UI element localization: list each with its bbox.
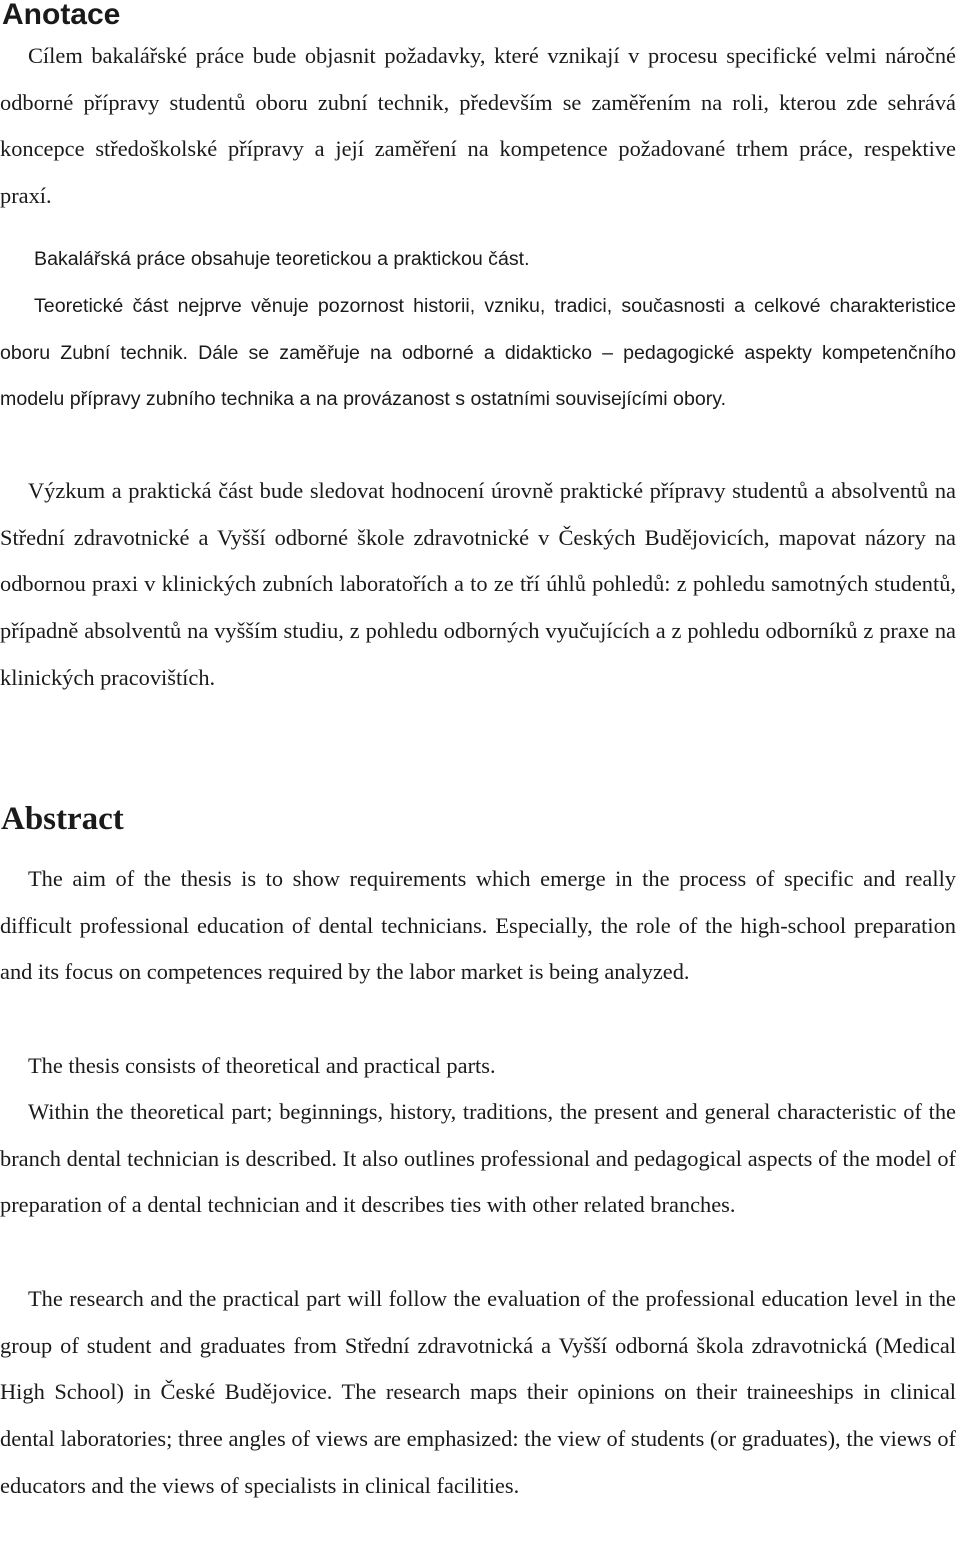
abstract-paragraph-3: Within the theoretical part; beginnings, history, traditions, the present and general characteristic of the branch dental technician is described. It also outlines professional and pedagogical aspects of the model of preparation of a dental technician and it describes ties with other related branches. — [0, 1099, 956, 1218]
anotace-paragraph-4: Výzkum a praktická část bude sledovat hodnocení úrovně praktické přípravy studentů a absolventů na Střední zdravotnické a Vyšší odborné škole zdravotnické v Českých Budějovicích, mapovat názory na odbornou praxi v klinických zubních laboratořích a to ze tří úhlů pohledů: z pohledu samotných studentů, případně absolventů na vyšším studiu, z pohledu odborných vyučujících a z pohledu odborníků z praxe na klinických pracovištích. — [0, 478, 956, 690]
abstract-paragraph-4: The research and the practical part will follow the evaluation of the professional education level in the group of student and graduates from Střední zdravotnická a Vyšší odborná škola zdravotnická (Medical High School) in České Budějovice. The research maps their opinions on their traineeships in clinical dental laboratories; three angles of views are emphasized: the view of students (or graduates), the views of educators and the views of specialists in clinical facilities. — [0, 1286, 956, 1498]
abstract-paragraph-1: The aim of the thesis is to show requirements which emerge in the process of specific and really difficult professional education of dental technicians. Especially, the role of the high-school preparation and its focus on competences required by the labor market is being analyzed. — [0, 866, 956, 985]
anotace-heading: Anotace — [2, 0, 121, 31]
anotace-paragraph-1: Cílem bakalářské práce bude objasnit požadavky, které vznikají v procesu specifické velmi náročné odborné přípravy studentů oboru zubní technik, především se zaměřením na roli, kterou zde sehrává koncepce středoškolské přípravy a její zaměření na kompetence požadované trhem práce, respektive praxí. — [0, 43, 956, 209]
anotace-paragraph-2: Bakalářská práce obsahuje teoretickou a praktickou část. — [34, 248, 530, 270]
abstract-paragraph-2: The thesis consists of theoretical and practical parts. — [28, 1053, 496, 1078]
abstract-heading: Abstract — [1, 801, 124, 837]
anotace-paragraph-3-part-1: Teoretické část nejprve věnuje pozornost historii, vzniku, tradici, současnosti a celkové charakteristice oboru Zubní technik. — [0, 295, 956, 364]
anotace-paragraph-3 — [0, 283, 956, 423]
anotace-paragraph-3-part-2: Dále se zaměřuje na odborné a didakticko – pedagogické aspekty kompetenčního modelu přípravy zubního technika a na provázanost s ostatními souvisejícími obory. — [0, 341, 956, 411]
